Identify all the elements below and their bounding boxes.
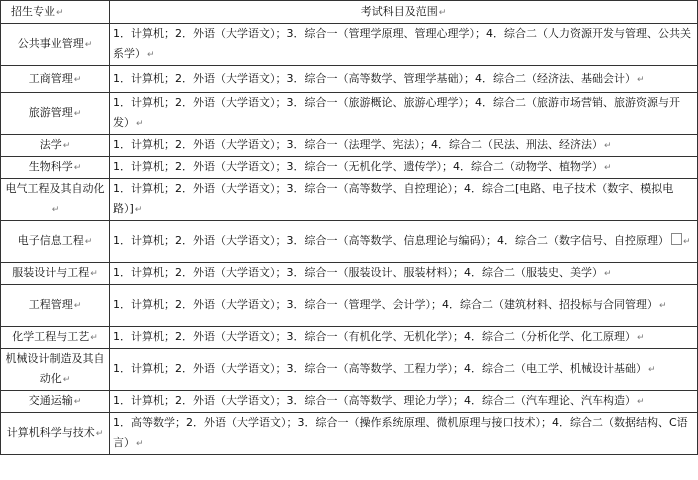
major-cell: [1, 391, 110, 413]
table-row: [1, 66, 698, 93]
table-row: [1, 391, 698, 413]
return-mark-icon: ↵: [136, 439, 144, 449]
major-name: 计算机科学与技术: [6, 426, 95, 439]
subjects-cell: [110, 349, 698, 391]
major-cell: [1, 263, 110, 285]
major-name: 电子信息工程: [17, 234, 84, 247]
major-cell: [1, 327, 110, 349]
table-row: [1, 93, 698, 135]
return-mark-icon: ↵: [659, 301, 667, 311]
major-cell: [1, 179, 110, 221]
major-cell: [1, 93, 110, 135]
return-mark-icon: ↵: [604, 163, 612, 173]
return-mark-icon: ↵: [62, 375, 71, 385]
subjects-text: 1．计算机；2．外语（大学语文）；3．综合一（高等数学、管理学基础）；4．综合二（经济法、基础会计）: [113, 71, 636, 85]
table-row: [1, 221, 698, 263]
subjects-text: 1．计算机；2．外语（大学语文）；3．综合一（无机化学、遗传学）；4．综合二（动物学、植物学）: [113, 160, 603, 173]
major-name: 生物科学: [28, 160, 73, 173]
return-mark-icon: ↵: [136, 119, 144, 129]
major-cell: [1, 135, 110, 157]
header-subjects-label: 考试科目及范围: [360, 4, 438, 18]
subjects-text: 1．计算机；2．外语（大学语文）；3．综合一（高等数学、信息理论与编码）；4．综合二（数字信号、自控原理）: [113, 234, 669, 247]
table-row: [1, 263, 698, 285]
return-mark-icon: ↵: [62, 141, 71, 151]
table-row: [1, 413, 698, 455]
return-mark-icon: ↵: [90, 269, 98, 279]
table-row: [1, 349, 698, 391]
subjects-text: 1．计算机；2．外语（大学语文）；3．综合一（服装设计、服装材料）；4．综合二（服装史、美学）: [113, 266, 603, 279]
subjects-text: 1．计算机；2．外语（大学语文）；3．综合一（高等数学、自控理论）；4．综合二[电路、电子技术（数字、模拟电路）]: [113, 182, 674, 215]
subjects-text: 1．高等数学；2．外语（大学语文）；3．综合一（操作系统原理、微机原理与接口技术）；4．综合二（数据结构、C语言）: [113, 416, 688, 449]
subjects-cell: [110, 285, 698, 327]
return-mark-icon: ↵: [147, 50, 155, 60]
major-name: 电气工程及其自动化: [5, 182, 105, 195]
major-name: 法学: [39, 138, 62, 151]
return-mark-icon: ↵: [73, 301, 82, 311]
return-mark-icon: ↵: [95, 429, 104, 439]
major-cell: [1, 24, 110, 66]
major-name: 工商管理: [28, 71, 73, 85]
return-mark-icon: ↵: [73, 163, 82, 173]
subjects-text: 1．计算机；2．外语（大学语文）；3．综合一（旅游概论、旅游心理学）；4．综合二（旅游市场营销、旅游资源与开发）: [113, 96, 680, 129]
subjects-cell: [110, 221, 698, 263]
major-name: 服装设计与工程: [12, 266, 90, 279]
subjects-cell: [110, 93, 698, 135]
return-mark-icon: ↵: [84, 40, 93, 50]
subjects-cell: [110, 66, 698, 93]
table-row: [1, 135, 698, 157]
return-mark-icon: ↵: [73, 74, 82, 85]
major-name: 化学工程与工艺: [12, 330, 90, 343]
return-mark-icon: ↵: [637, 74, 645, 85]
return-mark-icon: ↵: [637, 333, 645, 343]
return-mark-icon: ↵: [56, 7, 64, 18]
subjects-text: 1．计算机；2．外语（大学语文）；3．综合一（法理学、宪法）；4．综合二（民法、刑法、经济法）: [113, 138, 603, 151]
major-cell: [1, 349, 110, 391]
table-row: [1, 285, 698, 327]
return-mark-icon: ↵: [438, 7, 447, 18]
major-cell: [1, 221, 110, 263]
major-cell: [1, 285, 110, 327]
subjects-cell: [110, 179, 698, 221]
subjects-text: 1．计算机；2．外语（大学语文）；3．综合一（高等数学、工程力学）；4．综合二（电工学、机械设计基础）: [113, 362, 647, 375]
return-mark-icon: ↵: [648, 365, 656, 375]
major-name: 机械设计制造及其自动化: [5, 352, 105, 385]
subjects-cell: [110, 24, 698, 66]
major-name: 旅游管理: [28, 106, 73, 119]
subjects-text: 1．计算机；2．外语（大学语文）；3．综合一（管理学原理、管理心理学）；4．综合二（人力资源开发与管理、公共关系学）: [113, 27, 691, 60]
table-row: [1, 179, 698, 221]
table-body: [1, 1, 698, 455]
return-mark-icon: ↵: [683, 237, 691, 247]
table-row: [1, 327, 698, 349]
major-name: 工程管理: [28, 298, 73, 311]
placeholder-box-icon: [671, 233, 682, 245]
return-mark-icon: ↵: [134, 205, 143, 215]
return-mark-icon: ↵: [73, 397, 82, 407]
major-cell: [1, 157, 110, 179]
return-mark-icon: ↵: [604, 141, 612, 151]
major-cell: [1, 66, 110, 93]
subjects-text: 1．计算机；2．外语（大学语文）；3．综合一（管理学、会计学）；4．综合二（建筑材料、招投标与合同管理）: [113, 298, 658, 311]
return-mark-icon: ↵: [604, 269, 612, 279]
header-major-label: 招生专业: [11, 4, 55, 18]
return-mark-icon: ↵: [84, 237, 93, 247]
return-mark-icon: ↵: [637, 397, 645, 407]
table-row: [1, 157, 698, 179]
table-row: [1, 24, 698, 66]
return-mark-icon: ↵: [73, 109, 82, 119]
header-major: [1, 1, 110, 24]
return-mark-icon: ↵: [51, 205, 60, 215]
major-name: 交通运输: [28, 394, 73, 407]
subjects-cell: [110, 391, 698, 413]
header-subjects: [110, 1, 698, 24]
subjects-cell: [110, 327, 698, 349]
table-header-row: [1, 1, 698, 24]
subjects-cell: [110, 413, 698, 455]
major-name: 公共事业管理: [17, 37, 84, 50]
return-mark-icon: ↵: [90, 333, 98, 343]
subjects-cell: [110, 263, 698, 285]
subjects-text: 1．计算机；2．外语（大学语文）；3．综合一（有机化学、无机化学）；4．综合二（分析化学、化工原理）: [113, 330, 636, 343]
subjects-text: 1．计算机；2．外语（大学语文）；3．综合一（高等数学、理论力学）；4．综合二（汽车理论、汽车构造）: [113, 394, 636, 407]
major-cell: [1, 413, 110, 455]
subjects-cell: [110, 135, 698, 157]
subjects-cell: [110, 157, 698, 179]
